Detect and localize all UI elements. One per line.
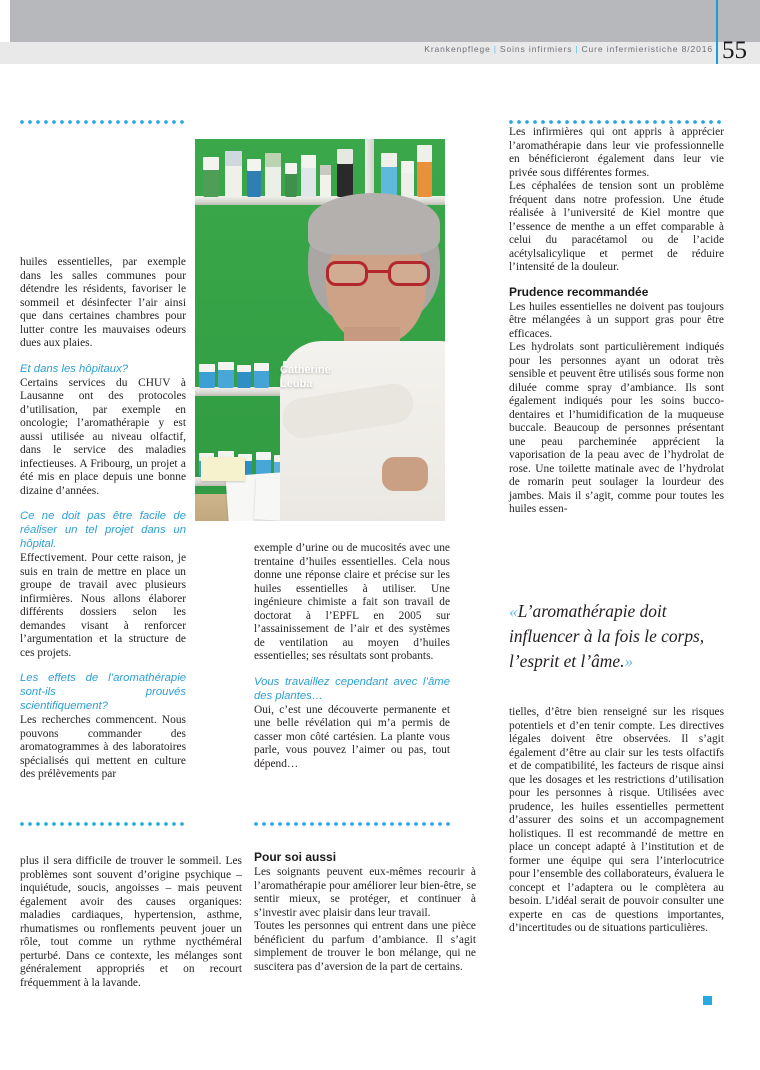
- masthead-band: [10, 0, 760, 42]
- interview-question: Ce ne doit pas être facile de réaliser un tel projet dans un hôpital.: [20, 510, 186, 550]
- oil-bottle: [199, 364, 215, 388]
- paragraph: tielles, d’être bien renseigné sur les risques potentiels et d’en tenir compte. Les directives légales doivent être observées. Il s’agit également d’être au clair sur les tests olfactifs et de compatibilité, les facteurs de risque ainsi que les dosages et les restrictions d’utilisation pour les personnes à risque. Utilisées avec prudence, les huiles essentielles permettent d’assurer des soins et un accompagnement holistiques. Il est recommandé de mettre en place un concept adapté à l’institution et de former une équipe qui sera l’interlocutrice pour l’ensemble des collaborateurs, évaluera le concept et l’adaptera ou le complètera au besoin. L’idéal serait de pouvoir consulter une experte en cas de questions importantes, d’incertitudes ou de situations particulières.: [509, 706, 724, 934]
- dotted-rule-top-right: [509, 120, 724, 124]
- dotted-rule-bottom-left: [20, 822, 186, 826]
- photo-caption-line-1: Catherine: [280, 364, 331, 376]
- column-right-lower: [509, 706, 724, 936]
- glasses-lens-right: [388, 261, 430, 286]
- oil-bottle: [301, 155, 316, 197]
- oil-bottle: [381, 153, 397, 197]
- paragraph: Certains services du CHUV à Lausanne ont des protocoles d’utilisation, par exemple en oncologie; l’aromathérapie y est aussi utilisée au niveau olfactif, dans le service des maladies infectieuses. A Fribourg, un projet a été mis en place depuis une bonne dizaine d’années.: [20, 376, 186, 497]
- photo-caption: [280, 364, 331, 391]
- section-subheading: Pour soi aussi: [254, 850, 337, 864]
- oil-bottle: [285, 163, 297, 197]
- photo-person-hair-top: [308, 193, 440, 255]
- paragraph: Les infirmières qui ont appris à apprécier l’aromathérapie dans leur vie professionnelle en bénéficieront également dans leur vie privée sous différentes formes.: [509, 126, 724, 179]
- dotted-rule-bottom-middle: [254, 822, 450, 826]
- oil-bottle: [265, 153, 281, 197]
- column-bottom-left: [20, 855, 242, 990]
- paragraph: Toutes les personnes qui entrent dans une pièce bénéficient du parfum d’ambiance. Il s’agit simplement de trouver le bon mélange, qui ne suscitera pas d’aversion de la part de certains.: [254, 920, 476, 973]
- running-header-it: Cure infermieristiche 8/2016: [581, 44, 713, 54]
- photo-person-glasses: [326, 261, 430, 286]
- glasses-bridge: [368, 270, 388, 273]
- column-right-upper: [509, 126, 724, 517]
- oil-bottle: [254, 363, 269, 388]
- interview-question: Vous travaillez cependant avec l’âme des plantes…: [254, 675, 450, 702]
- oil-bottle: [401, 161, 414, 197]
- masthead-left-gutter: [0, 0, 10, 42]
- page-number: 55: [722, 37, 747, 64]
- running-header-fr: Soins infirmiers: [499, 44, 573, 54]
- paragraph: Oui, c’est une découverte permanente et une belle révélation qui m’a permis de casser mon côté cartésien. La plante vous parle, vous pouvez l’aimer ou pas, tout dépend…: [254, 703, 450, 770]
- paragraph: Les recherches commencent. Nous pouvons commander des aromatogrammes à des laboratoires spécialisés qui mettent en culture des prélèvements par: [20, 714, 186, 780]
- photo-person: [278, 195, 445, 521]
- paragraph: exemple d’urine ou de mucosités avec une trentaine d’huiles essentielles. Cela nous donne une réponse claire et précise sur les huiles essentielles à utiliser. Une ingénieure chimiste a fait son travail de doctorat à l’EPFL en 2005 sur l’assainissement de l’air et des systèmes de ventilation au moyen d’huiles essentielles; ses résultats sont probants.: [254, 542, 450, 662]
- pull-quote-open-mark: «: [509, 601, 518, 621]
- running-header: [424, 44, 713, 54]
- paragraph: Les hydrolats sont particulièrement indiqués pour les personnes ayant un odorat très sensible et peuvent être utilisés sous forme non diluée comme spray d’ambiance. Ils sont également indiqués pour les soins bucco-dentaires et l’humidification de la muqueuse buccale. Beaucoup de personnes présentant une peau parcheminée apprécient la vaporisation de la peau avec de l’hydrolat de rose. Une toilette matinale avec de l’hydrolat de romarin peut soulager la lourdeur des jambes. Mais il s’agit, comme pour toutes les huiles essen-: [509, 341, 724, 515]
- interview-question: Et dans les hôpitaux?: [20, 362, 129, 375]
- paragraph: Les huiles essentielles ne doivent pas toujours être mélangées à un support gras pour être efficaces.: [509, 300, 724, 340]
- end-of-article-mark: [703, 996, 712, 1005]
- oil-bottle: [203, 157, 219, 197]
- paragraph: plus il sera difficile de trouver le sommeil. Les problèmes sont souvent d’origine psychique – inquiétude, soucis, angoisses – mais peuvent également avoir des causes organiques: maladies cardiaques, hypertension, asthme, rhumatismes ou ronflements peuvent jouer un rôle, tout comme un rythme nycthéméral perturbé. Dans ce contexte, les mélanges sont généralement appropriés et on recourt fréquemment à la lavande.: [20, 855, 242, 989]
- photo-notepad: [201, 457, 245, 481]
- paragraph: huiles essentielles, par exemple dans les salles communes pour détendre les résidents, favoriser le sommeil et désinfecter l’air ainsi que dans certaines chambres pour lutter contre les mauvaises odeurs dues aux plaies.: [20, 256, 186, 349]
- running-header-sep-2: |: [575, 44, 579, 54]
- oil-bottle: [237, 365, 251, 388]
- glasses-lens-left: [326, 261, 368, 286]
- oil-bottle: [218, 362, 234, 388]
- section-subheading: Prudence recommandée: [509, 284, 649, 299]
- pull-quote: [509, 599, 723, 674]
- oil-bottle: [247, 159, 261, 197]
- oil-bottle: [320, 165, 331, 197]
- running-header-de: Krankenpflege: [424, 44, 491, 54]
- dotted-rule-top-left: [20, 120, 186, 124]
- photo-caption-line-2: Leuba: [280, 377, 313, 390]
- column-bottom-middle: [254, 850, 476, 974]
- running-header-sep-1: |: [493, 44, 497, 54]
- paragraph: Les soignants peuvent eux-mêmes recourir à l’aromathérapie pour améliorer leur bien-être, se sentir mieux, se protéger, et continuer à s’investir avec plaisir dans leur travail.: [254, 866, 476, 919]
- column-left-upper: [20, 256, 186, 782]
- article-photo: [195, 139, 445, 521]
- oil-bottle: [225, 151, 242, 197]
- pull-quote-close-mark: »: [624, 651, 634, 671]
- column-middle-upper: [254, 542, 450, 771]
- paragraph: Effectivement. Pour cette raison, je suis en train de mettre en place un groupe de travail avec plusieurs infirmières. Nous allons élaborer différents dossiers selon les demandes visant à renforcer l’argumentation et la structure de ces projets.: [20, 552, 186, 659]
- paragraph: Les céphalées de tension sont un problème fréquent dans notre profession. Une étude réalisée à l’université de Kiel montre que l’essence de menthe a un effet comparable à celui du paracétamol ou de l’acide acétylsalicylique et permet de réduire l’intensité de la douleur.: [509, 180, 724, 273]
- oil-bottle: [417, 145, 432, 197]
- interview-question: Les effets de l’aromathérapie sont-ils prouvés scientifiquement?: [20, 672, 186, 712]
- oil-bottle: [337, 149, 353, 197]
- folio-divider-rule: [716, 0, 718, 64]
- pull-quote-text: L’aromathérapie doit influencer à la fois le corps, l’esprit et l’âme.: [509, 601, 705, 671]
- photo-person-hand: [382, 457, 428, 491]
